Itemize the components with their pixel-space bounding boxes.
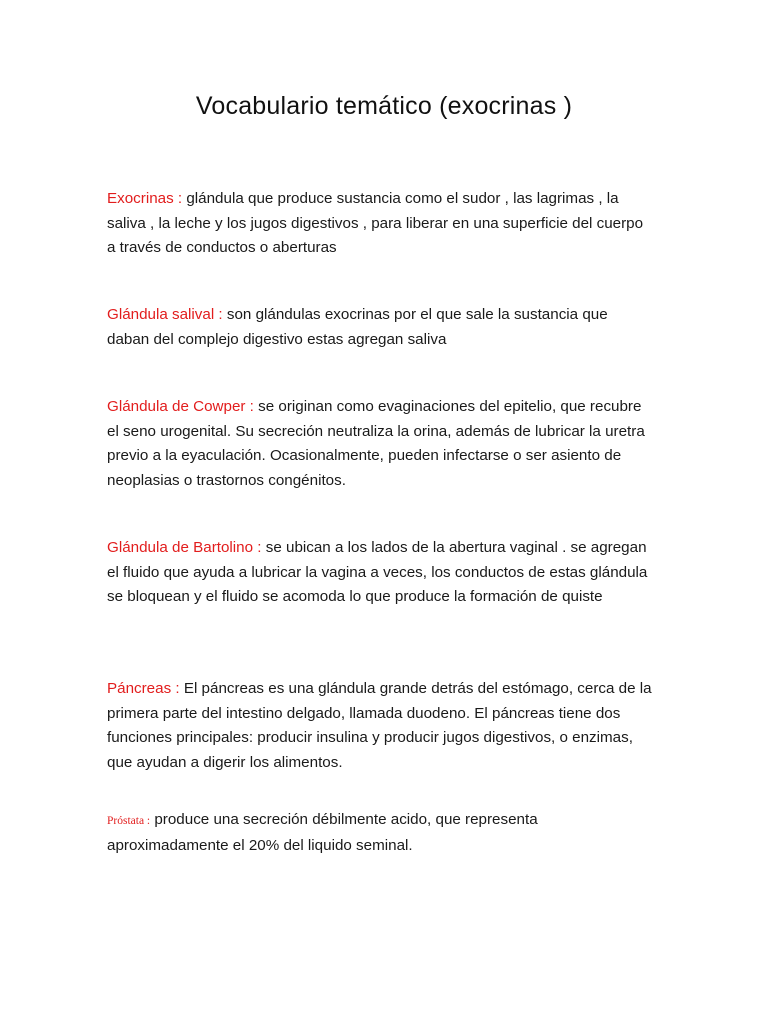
- term-label: Glándula de Cowper :: [107, 398, 254, 415]
- vocab-entry-glandula-bartolino: [107, 536, 652, 610]
- term-label: Glándula de Bartolino :: [107, 539, 262, 556]
- term-definition: son glándulas exocrinas por el que sale la sustancia que daban del complejo digestivo estas agregan saliva: [107, 306, 608, 348]
- page-title: Vocabulario temático (exocrinas ): [195, 92, 573, 120]
- vocab-entry-pancreas: [107, 677, 652, 775]
- term-definition: produce una secreción débilmente acido, que representa aproximadamente el 20% del liquido seminal.: [107, 811, 538, 854]
- term-label: Glándula salival :: [107, 306, 223, 323]
- term-definition: El páncreas es una glándula grande detrás del estómago, cerca de la primera parte del intestino delgado, llamada duodeno. El páncreas tiene dos funciones principales: producir insulina y producir jugos digestivos, o enzimas, que ayudan a digerir los alimentos.: [107, 680, 652, 771]
- vocab-entry-prostata: [107, 808, 652, 858]
- term-definition: se ubican a los lados de la abertura vaginal . se agregan el fluido que ayuda a lubricar la vagina a veces, los conductos de estas glándula se bloquean y el fluido se acomoda lo que produce la formación de quiste: [107, 539, 648, 605]
- term-label: Exocrinas :: [107, 190, 183, 207]
- term-definition: glándula que produce sustancia como el sudor , las lagrimas , la saliva , la leche y los jugos digestivos , para liberar en una superficie del cuerpo a través de conductos o aberturas: [107, 190, 644, 256]
- term-label: Páncreas :: [107, 680, 180, 697]
- vocab-entry-glandula-cowper: [107, 395, 652, 493]
- term-label: Próstata :: [107, 815, 151, 827]
- vocab-entry-glandula-salival: [107, 303, 652, 352]
- vocab-entry-exocrinas: [107, 187, 652, 261]
- term-definition: se originan como evaginaciones del epitelio, que recubre el seno urogenital. Su secreción neutraliza la orina, además de lubricar la uretra previo a la eyaculación. Ocasionalmente, pueden infectarse o ser asiento de neoplasias o trastornos congénitos.: [107, 398, 645, 489]
